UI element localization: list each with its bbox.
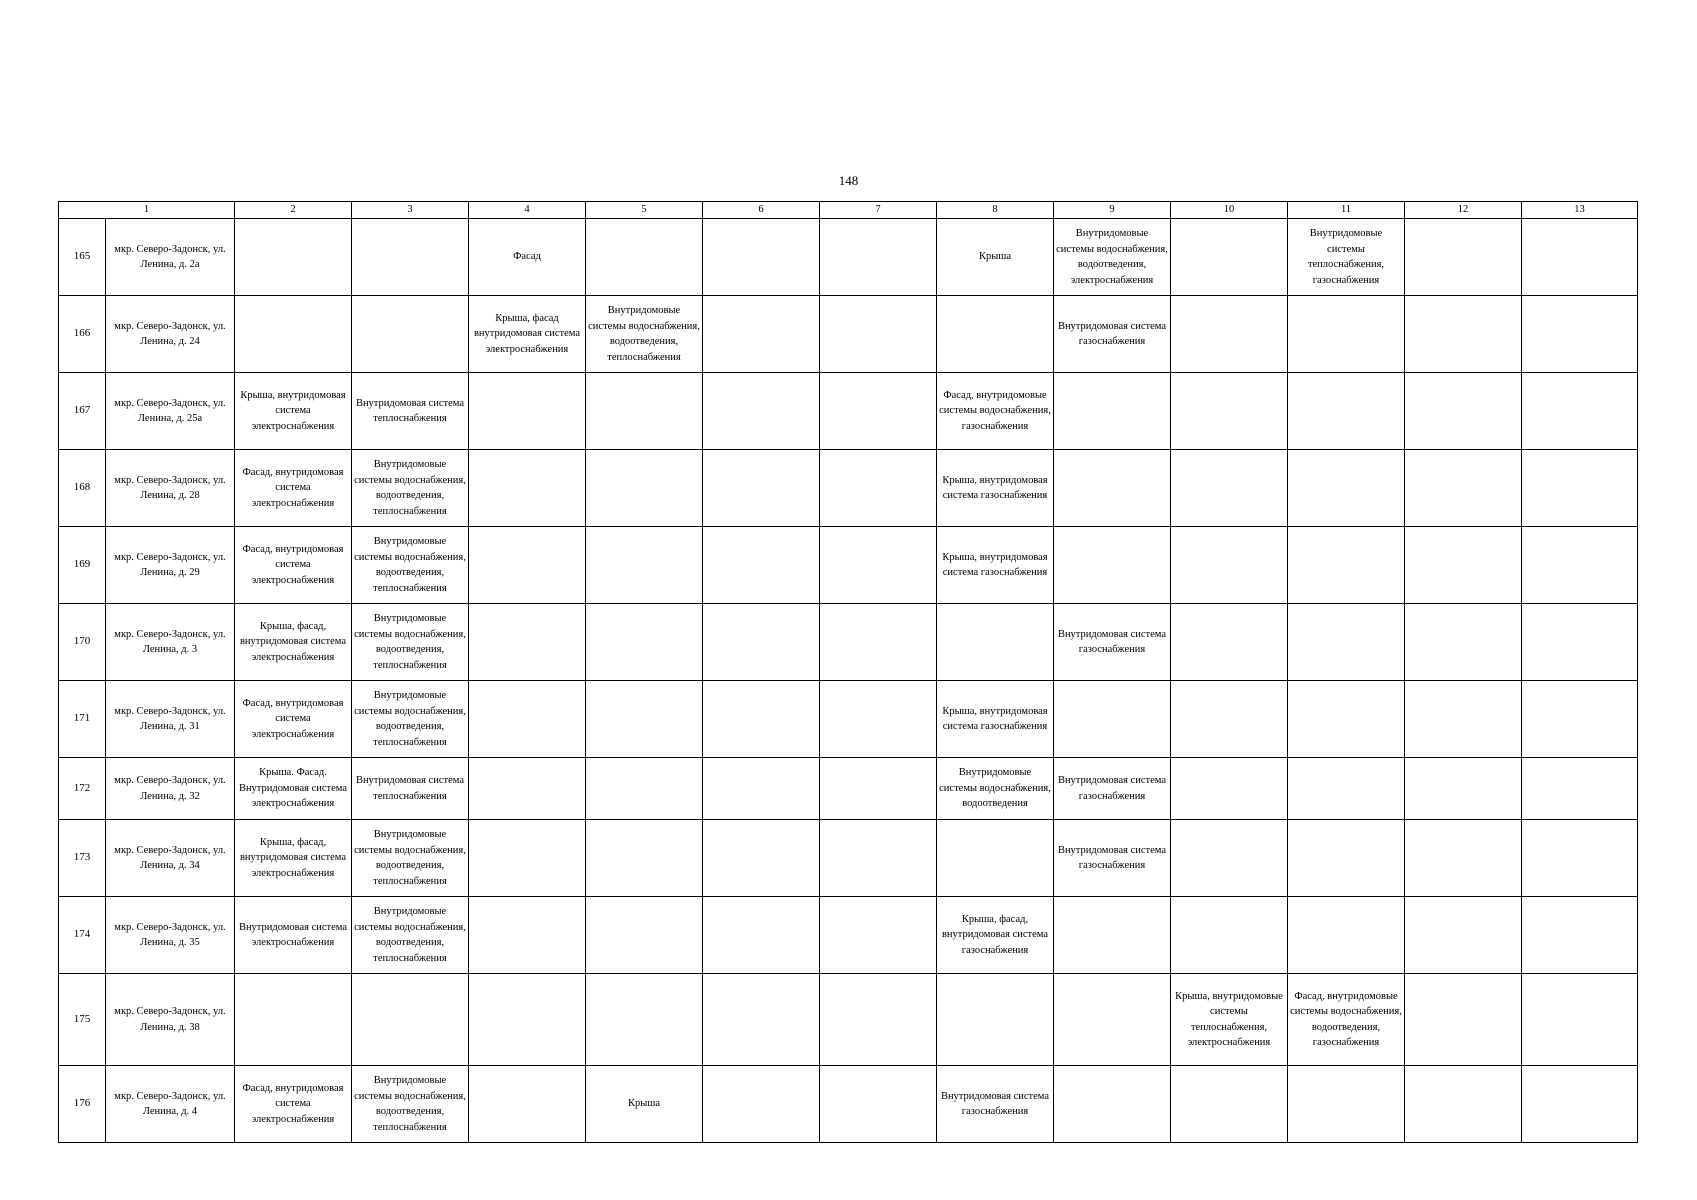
work-cell [1171,681,1288,758]
work-cell [1054,373,1171,450]
work-cell [1522,450,1638,527]
work-cell [586,450,703,527]
work-text: Внутридомовая система электроснабжения [238,921,348,948]
work-cell [1405,681,1522,758]
work-cell [1405,373,1522,450]
work-cell [1288,527,1405,604]
work-cell [1522,527,1638,604]
work-cell [703,450,820,527]
work-cell [1171,820,1288,897]
work-cell [469,219,586,296]
column-header: 12 [1405,202,1522,219]
work-cell [820,296,937,373]
row-number: 173 [59,820,106,897]
work-cell [937,820,1054,897]
work-cell [235,897,352,974]
work-cell [937,219,1054,296]
work-cell [1054,527,1171,604]
work-cell [1405,296,1522,373]
work-cell [1288,604,1405,681]
work-cell [235,1066,352,1143]
address-cell [106,527,235,604]
work-cell [703,758,820,820]
work-cell [1405,604,1522,681]
address-text: мкр. Северо-Задонск, ул. Ленина, д. 34 [114,844,226,871]
work-cell [703,527,820,604]
work-cell [586,373,703,450]
address-text: мкр. Северо-Задонск, ул. Ленина, д. 3 [114,628,226,655]
work-cell [820,604,937,681]
table-row [59,219,1638,296]
work-cell [703,604,820,681]
work-cell [1288,681,1405,758]
table-row [59,681,1638,758]
address-cell [106,758,235,820]
work-text: Внутридомовая система газоснабжения [1057,628,1167,655]
work-text: Крыша, внутридомовая система газоснабжения [942,474,1048,501]
work-cell [1522,219,1638,296]
work-cell [937,974,1054,1066]
work-cell [352,604,469,681]
work-text: Внутридомовые системы водоснабжения, водоотведения, теплоснабжения [354,613,466,671]
work-cell [937,373,1054,450]
address-cell [106,681,235,758]
work-text: Фасад, внутридомовые системы водоснабжения, водоотведения, газоснабжения [1290,990,1402,1048]
work-cell [1405,974,1522,1066]
work-cell [1522,758,1638,820]
work-cell [937,527,1054,604]
work-cell [352,527,469,604]
address-text: мкр. Северо-Задонск, ул. Ленина, д. 2а [114,243,226,270]
work-text: Фасад, внутридомовая система электроснабжения [242,697,344,740]
work-cell [1522,296,1638,373]
work-cell [235,373,352,450]
address-text: мкр. Северо-Задонск, ул. Ленина, д. 25а [114,397,226,424]
table-row [59,758,1638,820]
address-text: мкр. Северо-Задонск, ул. Ленина, д. 32 [114,775,226,802]
work-text: Внутридомовая система газоснабжения [940,1090,1050,1117]
table-row [59,527,1638,604]
work-text: Крыша, фасад, внутридомовая система электроснабжения [239,620,347,663]
row-number: 165 [59,219,106,296]
work-cell [586,296,703,373]
work-cell [1522,820,1638,897]
work-cell [703,296,820,373]
address-cell [106,373,235,450]
work-cell [820,450,937,527]
work-cell [1288,758,1405,820]
work-text: Внутридомовые системы водоснабжения, водоотведения, теплоснабжения [354,1075,466,1133]
work-cell [820,219,937,296]
work-cell [1054,897,1171,974]
address-cell [106,820,235,897]
work-cell [469,527,586,604]
row-number: 176 [59,1066,106,1143]
work-cell [703,373,820,450]
row-number: 167 [59,373,106,450]
work-text: Внутридомовые системы водоснабжения, водоотведения, теплоснабжения [354,459,466,517]
work-text: Внутридомовые системы водоснабжения, водоотведения, электроснабжения [1056,228,1168,286]
work-text: Внутридомовая система газоснабжения [1057,775,1167,802]
work-cell [586,974,703,1066]
work-cell [586,219,703,296]
column-header: 6 [703,202,820,219]
column-header: 1 [59,202,235,219]
work-cell [703,1066,820,1143]
work-cell [1522,681,1638,758]
column-header: 8 [937,202,1054,219]
table-row [59,897,1638,974]
work-cell [1288,219,1405,296]
row-number: 171 [59,681,106,758]
address-text: мкр. Северо-Задонск, ул. Ленина, д. 24 [114,320,226,347]
work-cell [1171,219,1288,296]
work-cell [703,897,820,974]
work-cell [937,604,1054,681]
work-text: Фасад [513,251,541,263]
work-cell [937,450,1054,527]
work-cell [1405,758,1522,820]
work-text: Внутридомовая система газоснабжения [1057,320,1167,347]
work-cell [1054,604,1171,681]
work-cell [1054,758,1171,820]
work-cell [820,681,937,758]
work-cell [937,897,1054,974]
work-cell [1054,974,1171,1066]
row-number: 174 [59,897,106,974]
work-cell [937,758,1054,820]
table-row [59,1066,1638,1143]
work-cell [1522,1066,1638,1143]
work-text: Внутридомовые системы теплоснабжения, газоснабжения [1307,228,1385,286]
work-cell [937,296,1054,373]
work-cell [469,974,586,1066]
work-cell [703,219,820,296]
row-number: 172 [59,758,106,820]
address-text: мкр. Северо-Задонск, ул. Ленина, д. 4 [114,1090,226,1117]
address-text: мкр. Северо-Задонск, ул. Ленина, д. 31 [114,705,226,732]
row-number: 169 [59,527,106,604]
work-cell [586,527,703,604]
address-cell [106,219,235,296]
work-text: Крыша, внутридомовая система газоснабжения [942,705,1048,732]
repair-schedule-table [58,201,1638,1143]
work-cell [1054,820,1171,897]
work-cell [469,373,586,450]
address-text: мкр. Северо-Задонск, ул. Ленина, д. 29 [114,551,226,578]
work-text: Фасад, внутридомовая система электроснабжения [242,466,344,509]
work-cell [1522,604,1638,681]
work-cell [703,974,820,1066]
work-cell [1522,373,1638,450]
work-cell [352,974,469,1066]
row-number: 175 [59,974,106,1066]
work-text: Внутридомовая система газоснабжения [1057,844,1167,871]
work-cell [1171,527,1288,604]
work-cell [235,681,352,758]
address-cell [106,897,235,974]
address-cell [106,974,235,1066]
work-cell [586,758,703,820]
work-cell [1405,450,1522,527]
work-cell [469,1066,586,1143]
work-cell [1405,527,1522,604]
work-cell [1054,296,1171,373]
work-text: Внутридомовая система теплоснабжения [355,775,465,802]
work-cell [1288,974,1405,1066]
work-cell [586,820,703,897]
work-cell [820,974,937,1066]
table-row [59,450,1638,527]
table-row [59,604,1638,681]
work-cell [937,1066,1054,1143]
page-number: 148 [838,173,859,188]
work-cell [352,820,469,897]
work-text: Внутридомовая система теплоснабжения [355,397,465,424]
work-cell [469,897,586,974]
row-number: 170 [59,604,106,681]
work-cell [820,373,937,450]
work-cell [235,527,352,604]
work-text: Крыша. Фасад. Внутридомовая система электроснабжения [238,767,348,810]
work-cell [469,450,586,527]
work-cell [235,758,352,820]
work-cell [586,681,703,758]
work-text: Фасад, внутридомовая система электроснабжения [242,1082,344,1125]
work-text: Крыша, внутридомовая система электроснабжения [240,389,346,432]
work-cell [1288,373,1405,450]
work-cell [469,296,586,373]
column-header: 7 [820,202,937,219]
table-row [59,974,1638,1066]
work-cell [1288,897,1405,974]
work-text: Крыша, фасад внутридомовая система электроснабжения [473,312,581,355]
work-cell [586,1066,703,1143]
work-text: Крыша, внутридомовая система газоснабжения [942,551,1048,578]
table-row [59,296,1638,373]
work-cell [1522,974,1638,1066]
work-cell [1522,897,1638,974]
work-text: Крыша [978,251,1012,263]
work-cell [1405,897,1522,974]
work-cell [1171,974,1288,1066]
work-text: Внутридомовые системы водоснабжения, водоотведения [939,767,1051,810]
work-cell [1054,450,1171,527]
table-row [59,820,1638,897]
work-cell [352,450,469,527]
work-cell [1171,758,1288,820]
work-text: Фасад, внутридомовые системы водоснабжения, газоснабжения [939,389,1051,432]
work-text: Крыша, внутридомовые системы теплоснабжения, электроснабжения [1175,990,1283,1048]
work-cell [1054,681,1171,758]
column-header: 5 [586,202,703,219]
work-cell [235,296,352,373]
work-cell [352,219,469,296]
work-cell [1288,296,1405,373]
work-cell [352,373,469,450]
row-number: 166 [59,296,106,373]
work-cell [586,897,703,974]
work-text: Внутридомовые системы водоснабжения, водоотведения, теплоснабжения [354,906,466,964]
work-cell [586,604,703,681]
work-text: Внутридомовые системы водоснабжения, водоотведения, теплоснабжения [354,829,466,887]
work-cell [1288,820,1405,897]
work-cell [1288,450,1405,527]
column-header: 4 [469,202,586,219]
column-header: 2 [235,202,352,219]
work-cell [1405,820,1522,897]
column-header: 9 [1054,202,1171,219]
address-cell [106,450,235,527]
header-row [59,202,1638,219]
work-cell [235,974,352,1066]
work-cell [469,758,586,820]
work-cell [1405,219,1522,296]
work-cell [469,604,586,681]
work-text: Внутридомовые системы водоснабжения, водоотведения, теплоснабжения [588,305,700,363]
work-cell [1054,1066,1171,1143]
work-cell [1054,219,1171,296]
work-cell [235,604,352,681]
work-cell [352,681,469,758]
work-cell [1171,373,1288,450]
work-cell [937,681,1054,758]
address-cell [106,296,235,373]
work-cell [820,897,937,974]
work-cell [820,820,937,897]
work-cell [469,681,586,758]
work-text: Крыша, фасад, внутридомовая система электроснабжения [239,836,347,879]
address-cell [106,604,235,681]
work-text: Внутридомовые системы водоснабжения, водоотведения, теплоснабжения [354,536,466,594]
table-row [59,373,1638,450]
address-text: мкр. Северо-Задонск, ул. Ленина, д. 35 [114,921,226,948]
work-text: Внутридомовые системы водоснабжения, водоотведения, теплоснабжения [354,690,466,748]
work-cell [469,820,586,897]
work-cell [820,1066,937,1143]
work-text: Фасад, внутридомовая система электроснабжения [242,543,344,586]
work-cell [1171,296,1288,373]
work-cell [352,897,469,974]
column-header: 10 [1171,202,1288,219]
work-cell [352,296,469,373]
work-cell [352,758,469,820]
column-header: 3 [352,202,469,219]
address-text: мкр. Северо-Задонск, ул. Ленина, д. 28 [114,474,226,501]
work-cell [1171,450,1288,527]
work-cell [1171,604,1288,681]
column-header: 13 [1522,202,1638,219]
work-cell [1171,897,1288,974]
address-text: мкр. Северо-Задонск, ул. Ленина, д. 38 [114,1006,226,1033]
work-cell [235,219,352,296]
work-cell [820,527,937,604]
address-cell [106,1066,235,1143]
work-text: Крыша [627,1098,661,1110]
work-cell [352,1066,469,1143]
work-cell [703,820,820,897]
work-cell [1405,1066,1522,1143]
work-cell [1171,1066,1288,1143]
column-header: 11 [1288,202,1405,219]
work-cell [1288,1066,1405,1143]
work-cell [235,820,352,897]
work-cell [703,681,820,758]
work-cell [235,450,352,527]
work-cell [820,758,937,820]
row-number: 168 [59,450,106,527]
work-text: Крыша, фасад, внутридомовая система газоснабжения [941,913,1049,956]
